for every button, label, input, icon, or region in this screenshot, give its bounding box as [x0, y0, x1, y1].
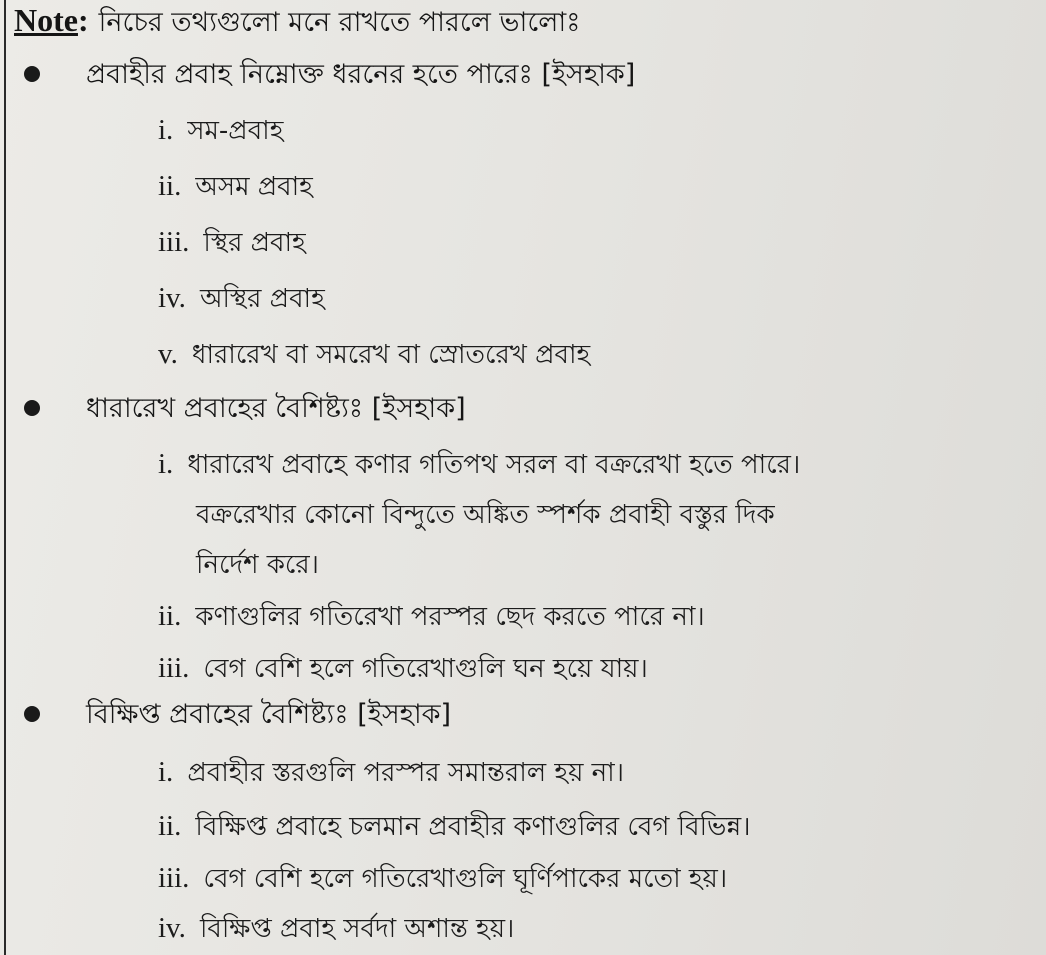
item-number: ii.: [158, 810, 182, 842]
item-text: বেগ বেশি হলে গতিরেখাগুলি ঘূর্ণিপাকের মতো হয়।: [203, 864, 728, 894]
list-item-continuation: নির্দেশ করে।: [196, 550, 319, 580]
item-text: কণাগুলির গতিরেখা পরস্পর ছেদ করতে পারে না।: [195, 602, 705, 632]
list-item: [158, 752, 624, 796]
left-border-rule: [4, 0, 6, 955]
item-text: বেগ বেশি হলে গতিরেখাগুলি ঘন হয়ে যায়।: [203, 654, 648, 684]
note-label: Note: [14, 2, 78, 38]
section-heading-flow-types: প্রবাহীর প্রবাহ নিম্নোক্ত ধরনের হতে পারেঃ [ইসহাক]: [86, 59, 636, 90]
item-number: i.: [158, 114, 174, 146]
item-text: স্থির প্রবাহ: [203, 228, 306, 258]
item-text: অসম প্রবাহ: [195, 172, 313, 202]
bullet-icon: [24, 400, 40, 416]
item-number: ii.: [158, 600, 182, 632]
item-text: ধারারেখ প্রবাহে কণার গতিপথ সরল বা বক্ররেখা হতে পারে।: [187, 450, 801, 480]
bullet-icon: [24, 66, 40, 82]
item-number: i.: [158, 448, 174, 480]
list-item: [158, 444, 800, 488]
item-text: বিক্ষিপ্ত প্রবাহে চলমান প্রবাহীর কণাগুলির বেগ বিভিন্ন।: [195, 812, 751, 842]
note-text: নিচের তথ্যগুলো মনে রাখতে পারলে ভালোঃ: [98, 7, 581, 38]
section-heading-turbulent-features: বিক্ষিপ্ত প্রবাহের বৈশিষ্ট্যঃ [ইসহাক]: [86, 699, 452, 730]
list-item: [158, 858, 727, 902]
item-number: ii.: [158, 170, 182, 202]
list-item: [158, 596, 705, 640]
item-number: v.: [158, 338, 178, 370]
list-item: [158, 806, 751, 850]
list-item: [158, 222, 306, 266]
item-text: বিক্ষিপ্ত প্রবাহ সর্বদা অশান্ত হয়।: [199, 914, 515, 944]
list-item: [158, 648, 648, 692]
item-number: iv.: [158, 282, 186, 314]
item-text: সম-প্রবাহ: [187, 116, 284, 146]
item-number: iii.: [158, 862, 190, 894]
list-item: [158, 110, 283, 154]
item-text: অস্থির প্রবাহ: [199, 284, 325, 314]
list-item: [158, 166, 313, 210]
list-item-continuation: বক্ররেখার কোনো বিন্দুতে অঙ্কিত স্পর্শক প্রবাহী বস্তুর দিক: [196, 500, 775, 530]
list-item: [158, 908, 514, 952]
item-number: i.: [158, 756, 174, 788]
item-number: iv.: [158, 912, 186, 944]
list-item: [158, 334, 590, 378]
item-text: প্রবাহীর স্তরগুলি পরস্পর সমান্তরাল হয় না।: [187, 758, 625, 788]
bullet-icon: [24, 706, 40, 722]
note-colon: :: [77, 2, 89, 38]
section-heading-streamline-features: ধারারেখ প্রবাহের বৈশিষ্ট্যঃ [ইসহাক]: [86, 393, 466, 424]
item-text: ধারারেখ বা সমরেখ বা স্রোতরেখ প্রবাহ: [191, 340, 591, 370]
item-number: iii.: [158, 226, 190, 258]
list-item: [158, 278, 325, 322]
note-line: [14, 2, 581, 47]
item-number: iii.: [158, 652, 190, 684]
